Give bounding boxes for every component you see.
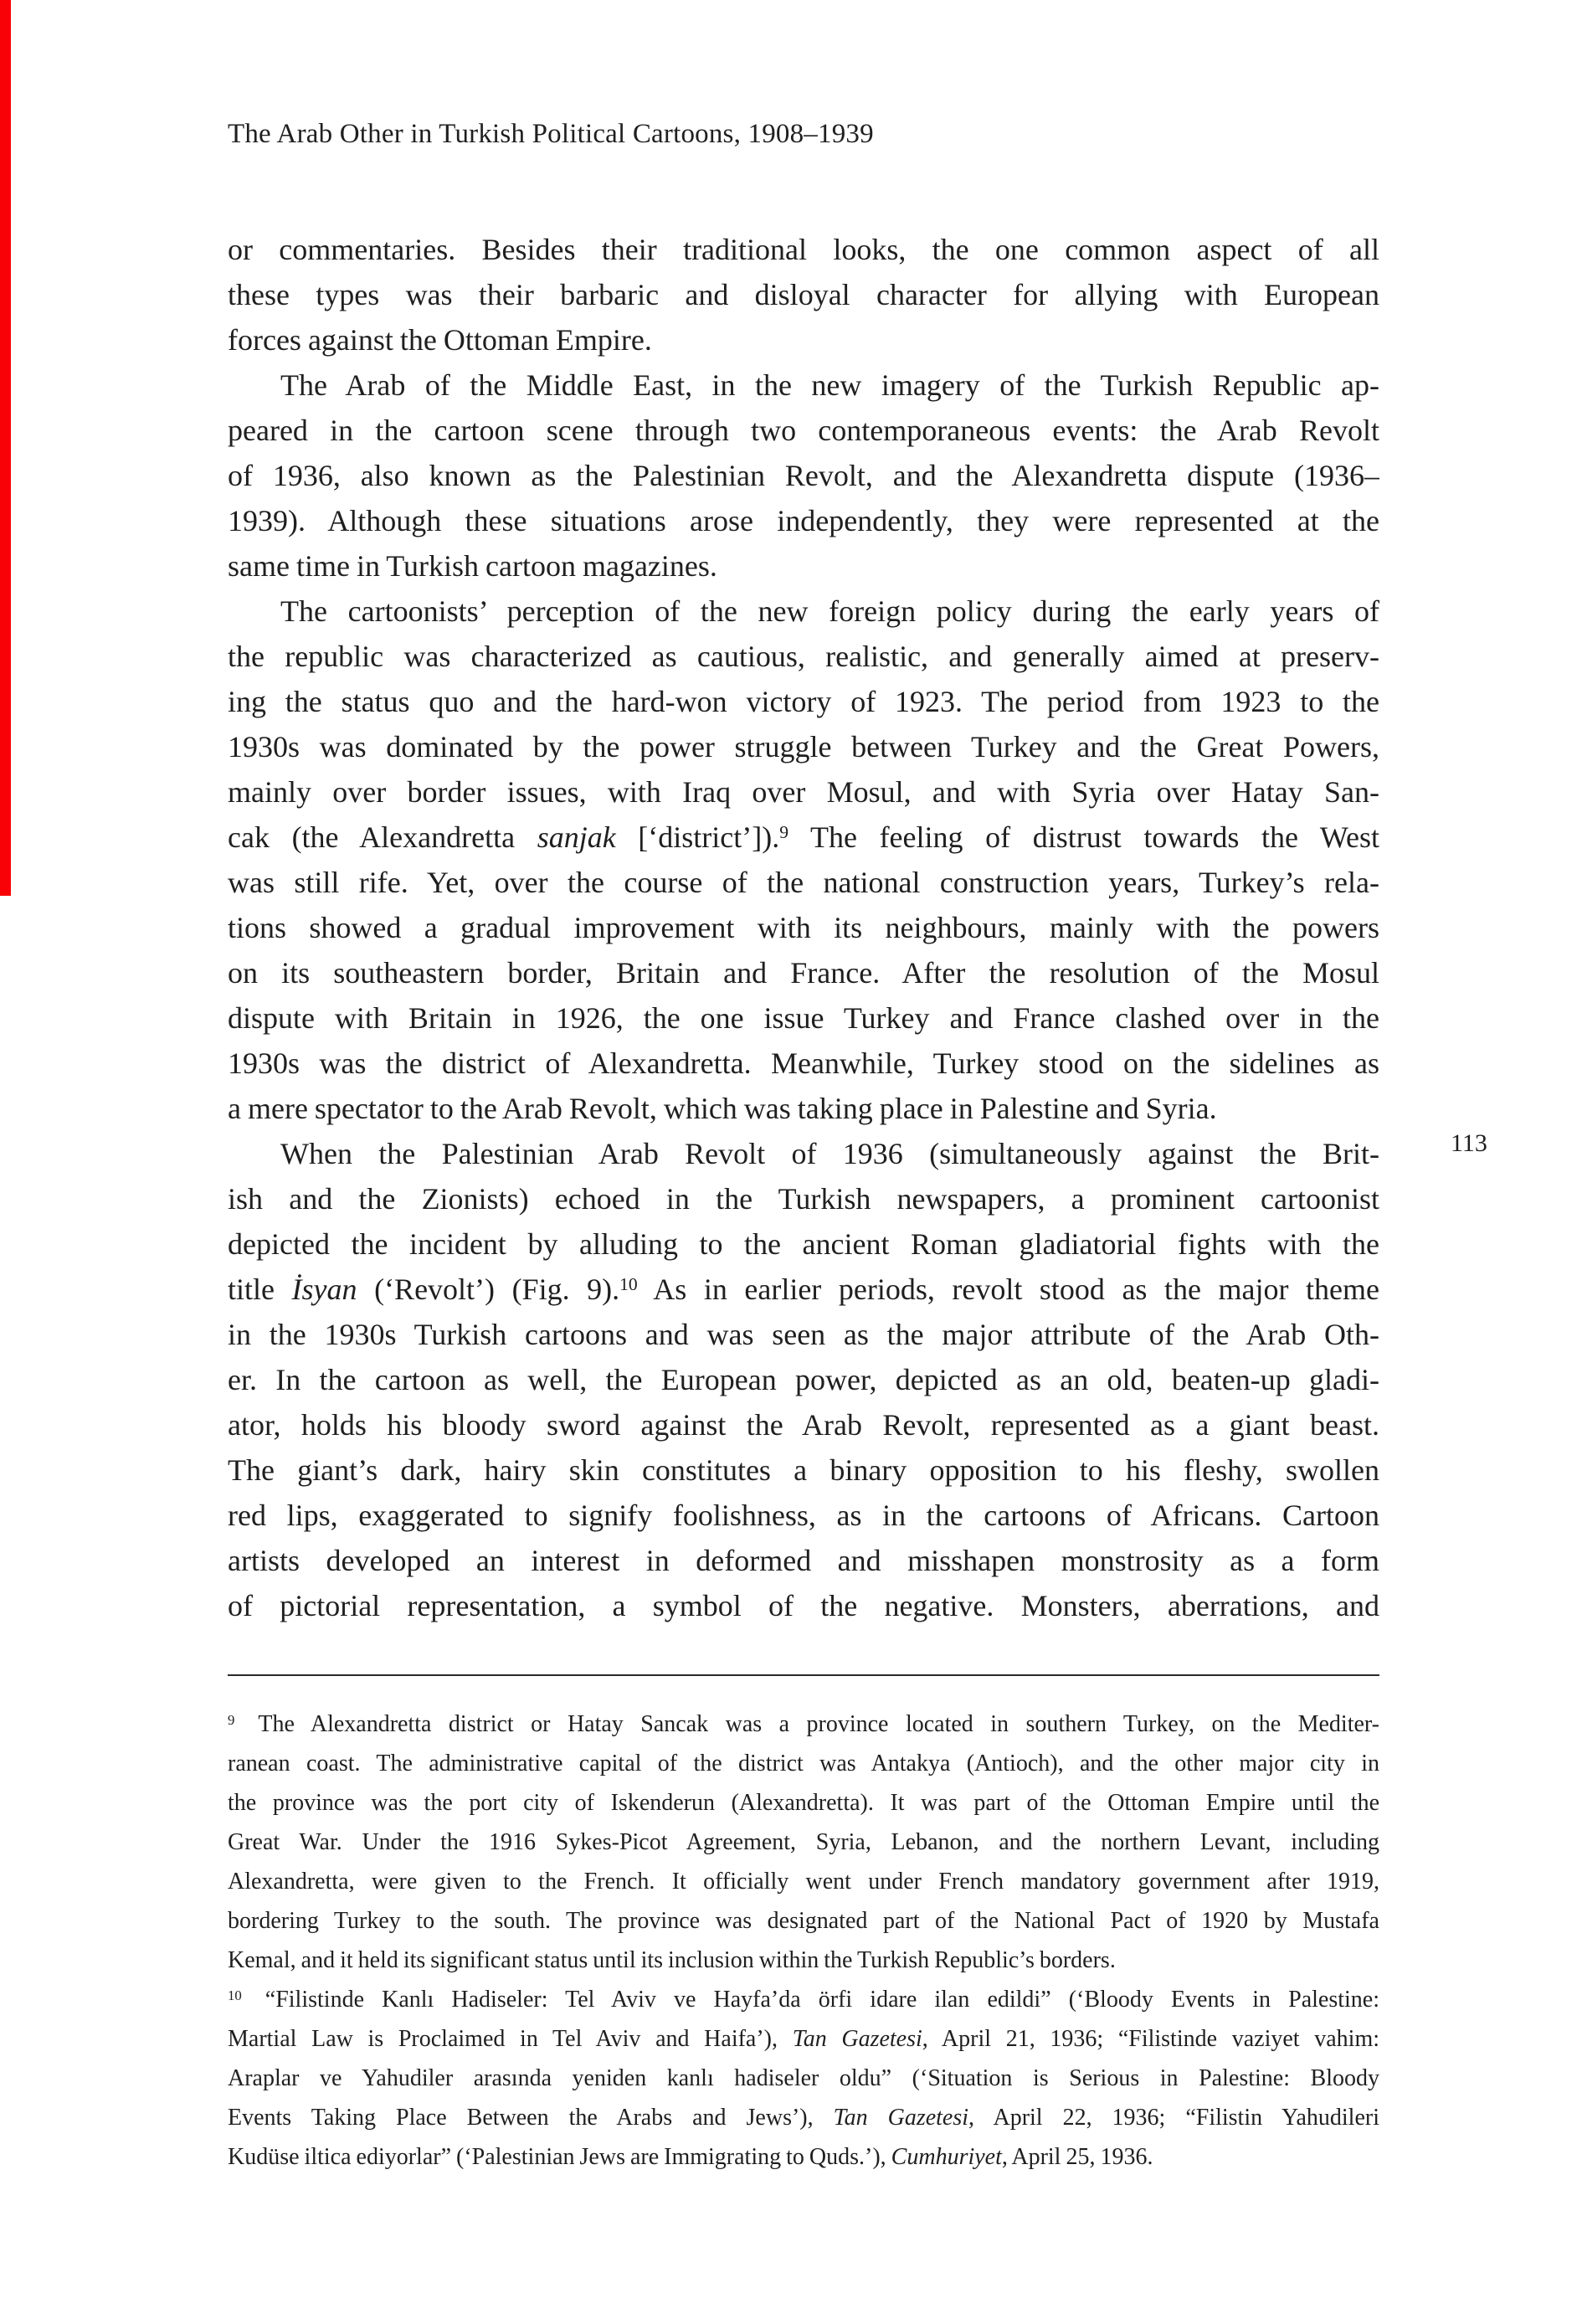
text-run: of 1936, also known as the Palestinian Revolt, and the Alexandretta dispute (1936– <box>228 459 1379 492</box>
italic-term: Cumhuriyet <box>891 2144 1002 2170</box>
text-line <box>228 1493 1379 1538</box>
footnote-line <box>228 2137 1379 2177</box>
footnotes <box>228 1704 1379 2177</box>
text-run: ranean coast. The administrative capital of the district was Antakya (Antioch), and the other major city in <box>228 1751 1379 1776</box>
footnote-rule <box>228 1674 1379 1676</box>
text-line <box>228 950 1379 995</box>
text-run: bordering Turkey to the south. The province was designated part of the National Pact of 1920 by Mustafa <box>228 1908 1379 1934</box>
text-run: Great War. Under the 1916 Sykes-Picot Agreement, Syria, Lebanon, and the northern Levant, including <box>228 1829 1379 1855</box>
text-run: Kemal, and it held its significant status until its inclusion within the Turkish Republic’s borders. <box>228 1947 1116 1973</box>
text-run: ing the status quo and the hard-won victory of 1923. The period from 1923 to the <box>228 685 1379 718</box>
text-line <box>228 1402 1379 1447</box>
footnote-line <box>228 1901 1379 1941</box>
footnote-line <box>228 1744 1379 1783</box>
footnote-line <box>228 1783 1379 1823</box>
text-run: 1930s was dominated by the power struggle between Turkey and the Great Powers, <box>228 730 1379 764</box>
text-run: of pictorial representation, a symbol of the negative. Monsters, aberrations, and <box>228 1589 1379 1622</box>
text-line <box>228 860 1379 905</box>
text-run: a mere spectator to the Arab Revolt, which was taking place in Palestine and Syria. <box>228 1092 1217 1125</box>
text-run: Kudüse iltica ediyorlar” (‘Palestinian Jews are Immigrating to Quds.’), <box>228 2144 891 2170</box>
text-line <box>228 453 1379 498</box>
footnote-line <box>228 1704 1379 1744</box>
text-line <box>228 227 1379 272</box>
text-run: 1930s was the district of Alexandretta. Meanwhile, Turkey stood on the sidelines as <box>228 1046 1379 1080</box>
footnote-line <box>228 1941 1379 1980</box>
text-run: depicted the incident by alluding to the ancient Roman gladiatorial fights with the <box>228 1227 1379 1261</box>
text-line <box>228 1312 1379 1357</box>
text-run: Events Taking Place Between the Arabs and Jews’), <box>228 2105 834 2131</box>
text-run: cak (the Alexandretta <box>228 820 537 854</box>
text-line <box>228 769 1379 815</box>
italic-term: Tan Gazetesi <box>792 2026 922 2052</box>
text-run: er. In the cartoon as well, the European power, depicted as an old, beaten-up gladi- <box>228 1363 1379 1396</box>
text-run: red lips, exaggerated to signify foolishness, as in the cartoons of Africans. Cartoon <box>228 1499 1379 1532</box>
text-run: , April 21, 1936; “Filistinde vaziyet vahim: <box>922 2026 1379 2052</box>
text-line <box>228 1357 1379 1402</box>
red-accent-bar <box>0 0 11 896</box>
text-run: Martial Law is Proclaimed in Tel Aviv and Haifa’), <box>228 2026 793 2052</box>
text-run: on its southeastern border, Britain and France. After the resolution of the Mosul <box>228 956 1379 990</box>
text-run: The giant’s dark, hairy skin constitutes a binary opposition to his fleshy, swollen <box>228 1453 1379 1487</box>
text-line <box>228 724 1379 769</box>
italic-term: Tan Gazetesi <box>833 2105 969 2131</box>
text-run: forces against the Ottoman Empire. <box>228 323 652 357</box>
footnote-line <box>228 2059 1379 2098</box>
text-line <box>228 1267 1379 1312</box>
text-run: was still rife. Yet, over the course of the national construction years, Turkey’s rela- <box>228 866 1379 899</box>
text-run: [‘district’]). <box>615 820 780 854</box>
footnote-line <box>228 1980 1379 2019</box>
text-run: Araplar ve Yahudiler arasında yeniden kanlı hadiseler oldu” (‘Situation is Serious in Palestine: Bloody <box>228 2065 1379 2091</box>
text-line <box>228 1538 1379 1583</box>
text-line <box>228 1447 1379 1493</box>
text-line <box>228 1086 1379 1131</box>
text-line <box>228 815 1379 860</box>
text-line <box>228 1221 1379 1267</box>
text-line <box>228 679 1379 724</box>
text-run: the republic was characterized as cautious, realistic, and generally aimed at preserv- <box>228 640 1379 673</box>
text-run: same time in Turkish cartoon magazines. <box>228 549 717 583</box>
footnote-line <box>228 2098 1379 2137</box>
page-number: 113 <box>1451 1129 1487 1157</box>
text-run: (‘Revolt’) (Fig. 9). <box>357 1273 620 1306</box>
text-line <box>228 1583 1379 1628</box>
text-run: artists developed an interest in deformed and misshapen monstrosity as a form <box>228 1544 1379 1577</box>
text-run: The cartoonists’ perception of the new foreign policy during the early years of <box>280 594 1379 628</box>
text-run: ish and the Zionists) echoed in the Turkish newspapers, a prominent cartoonist <box>228 1182 1379 1216</box>
text-run: As in earlier periods, revolt stood as the major theme <box>637 1273 1379 1306</box>
text-line <box>228 905 1379 950</box>
text-line <box>228 408 1379 453</box>
text-run: Alexandretta, were given to the French. It officially went under French mandatory government after 1919, <box>228 1869 1379 1895</box>
text-run: tions showed a gradual improvement with its neighbours, mainly with the powers <box>228 911 1379 944</box>
footnote-line <box>228 1862 1379 1901</box>
text-run: peared in the cartoon scene through two contemporaneous events: the Arab Revolt <box>228 414 1379 447</box>
text-run: dispute with Britain in 1926, the one issue Turkey and France clashed over in the <box>228 1001 1379 1035</box>
text-run: title <box>228 1273 292 1306</box>
text-line <box>228 1041 1379 1086</box>
text-run: in the 1930s Turkish cartoons and was seen as the major attribute of the Arab Oth- <box>228 1318 1379 1351</box>
text-run: The Arab of the Middle East, in the new imagery of the Turkish Republic ap- <box>280 368 1379 402</box>
text-run: or commentaries. Besides their traditional looks, the one common aspect of all <box>228 233 1379 266</box>
text-run: The feeling of distrust towards the West <box>788 820 1379 854</box>
text-run: the province was the port city of Iskenderun (Alexandretta). It was part of the Ottoman Empire until the <box>228 1790 1379 1816</box>
footnote-marker: 9 <box>228 1711 235 1728</box>
italic-term: sanjak <box>537 820 616 854</box>
text-run: The Alexandretta district or Hatay Sancak was a province located in southern Turkey, on the Mediter- <box>234 1711 1379 1737</box>
footnote-marker: 10 <box>619 1274 638 1295</box>
text-run: mainly over border issues, with Iraq over Mosul, and with Syria over Hatay San- <box>228 775 1379 809</box>
text-line <box>228 1131 1379 1176</box>
text-line <box>228 589 1379 634</box>
body-text <box>228 227 1379 1628</box>
text-run: , April 25, 1936. <box>1001 2144 1153 2170</box>
footnote-marker: 9 <box>779 822 789 843</box>
text-run: , April 22, 1936; “Filistin Yahudileri <box>968 2105 1379 2131</box>
italic-term: İsyan <box>291 1273 357 1306</box>
footnote-line <box>228 2019 1379 2059</box>
text-line <box>228 634 1379 679</box>
text-run: ator, holds his bloody sword against the Arab Revolt, represented as a giant beast. <box>228 1408 1379 1442</box>
text-line <box>228 317 1379 362</box>
text-line <box>228 995 1379 1041</box>
text-line <box>228 498 1379 543</box>
text-line <box>228 272 1379 317</box>
text-run: “Filistinde Kanlı Hadiseler: Tel Aviv ve Hayfa’da örfi idare ilan edildi” (‘Bloody Events in Palestine: <box>241 1987 1379 2013</box>
text-run: 1939). Although these situations arose independently, they were represented at the <box>228 504 1379 537</box>
text-line <box>228 1176 1379 1221</box>
footnote-marker: 10 <box>228 1987 242 2003</box>
text-line <box>228 362 1379 408</box>
footnote-line <box>228 1823 1379 1862</box>
running-header: The Arab Other in Turkish Political Cartoons, 1908–1939 <box>228 119 874 149</box>
text-run: When the Palestinian Arab Revolt of 1936 (simultaneously against the Brit- <box>280 1137 1379 1170</box>
text-run: these types was their barbaric and disloyal character for allying with European <box>228 278 1379 311</box>
text-line <box>228 543 1379 589</box>
